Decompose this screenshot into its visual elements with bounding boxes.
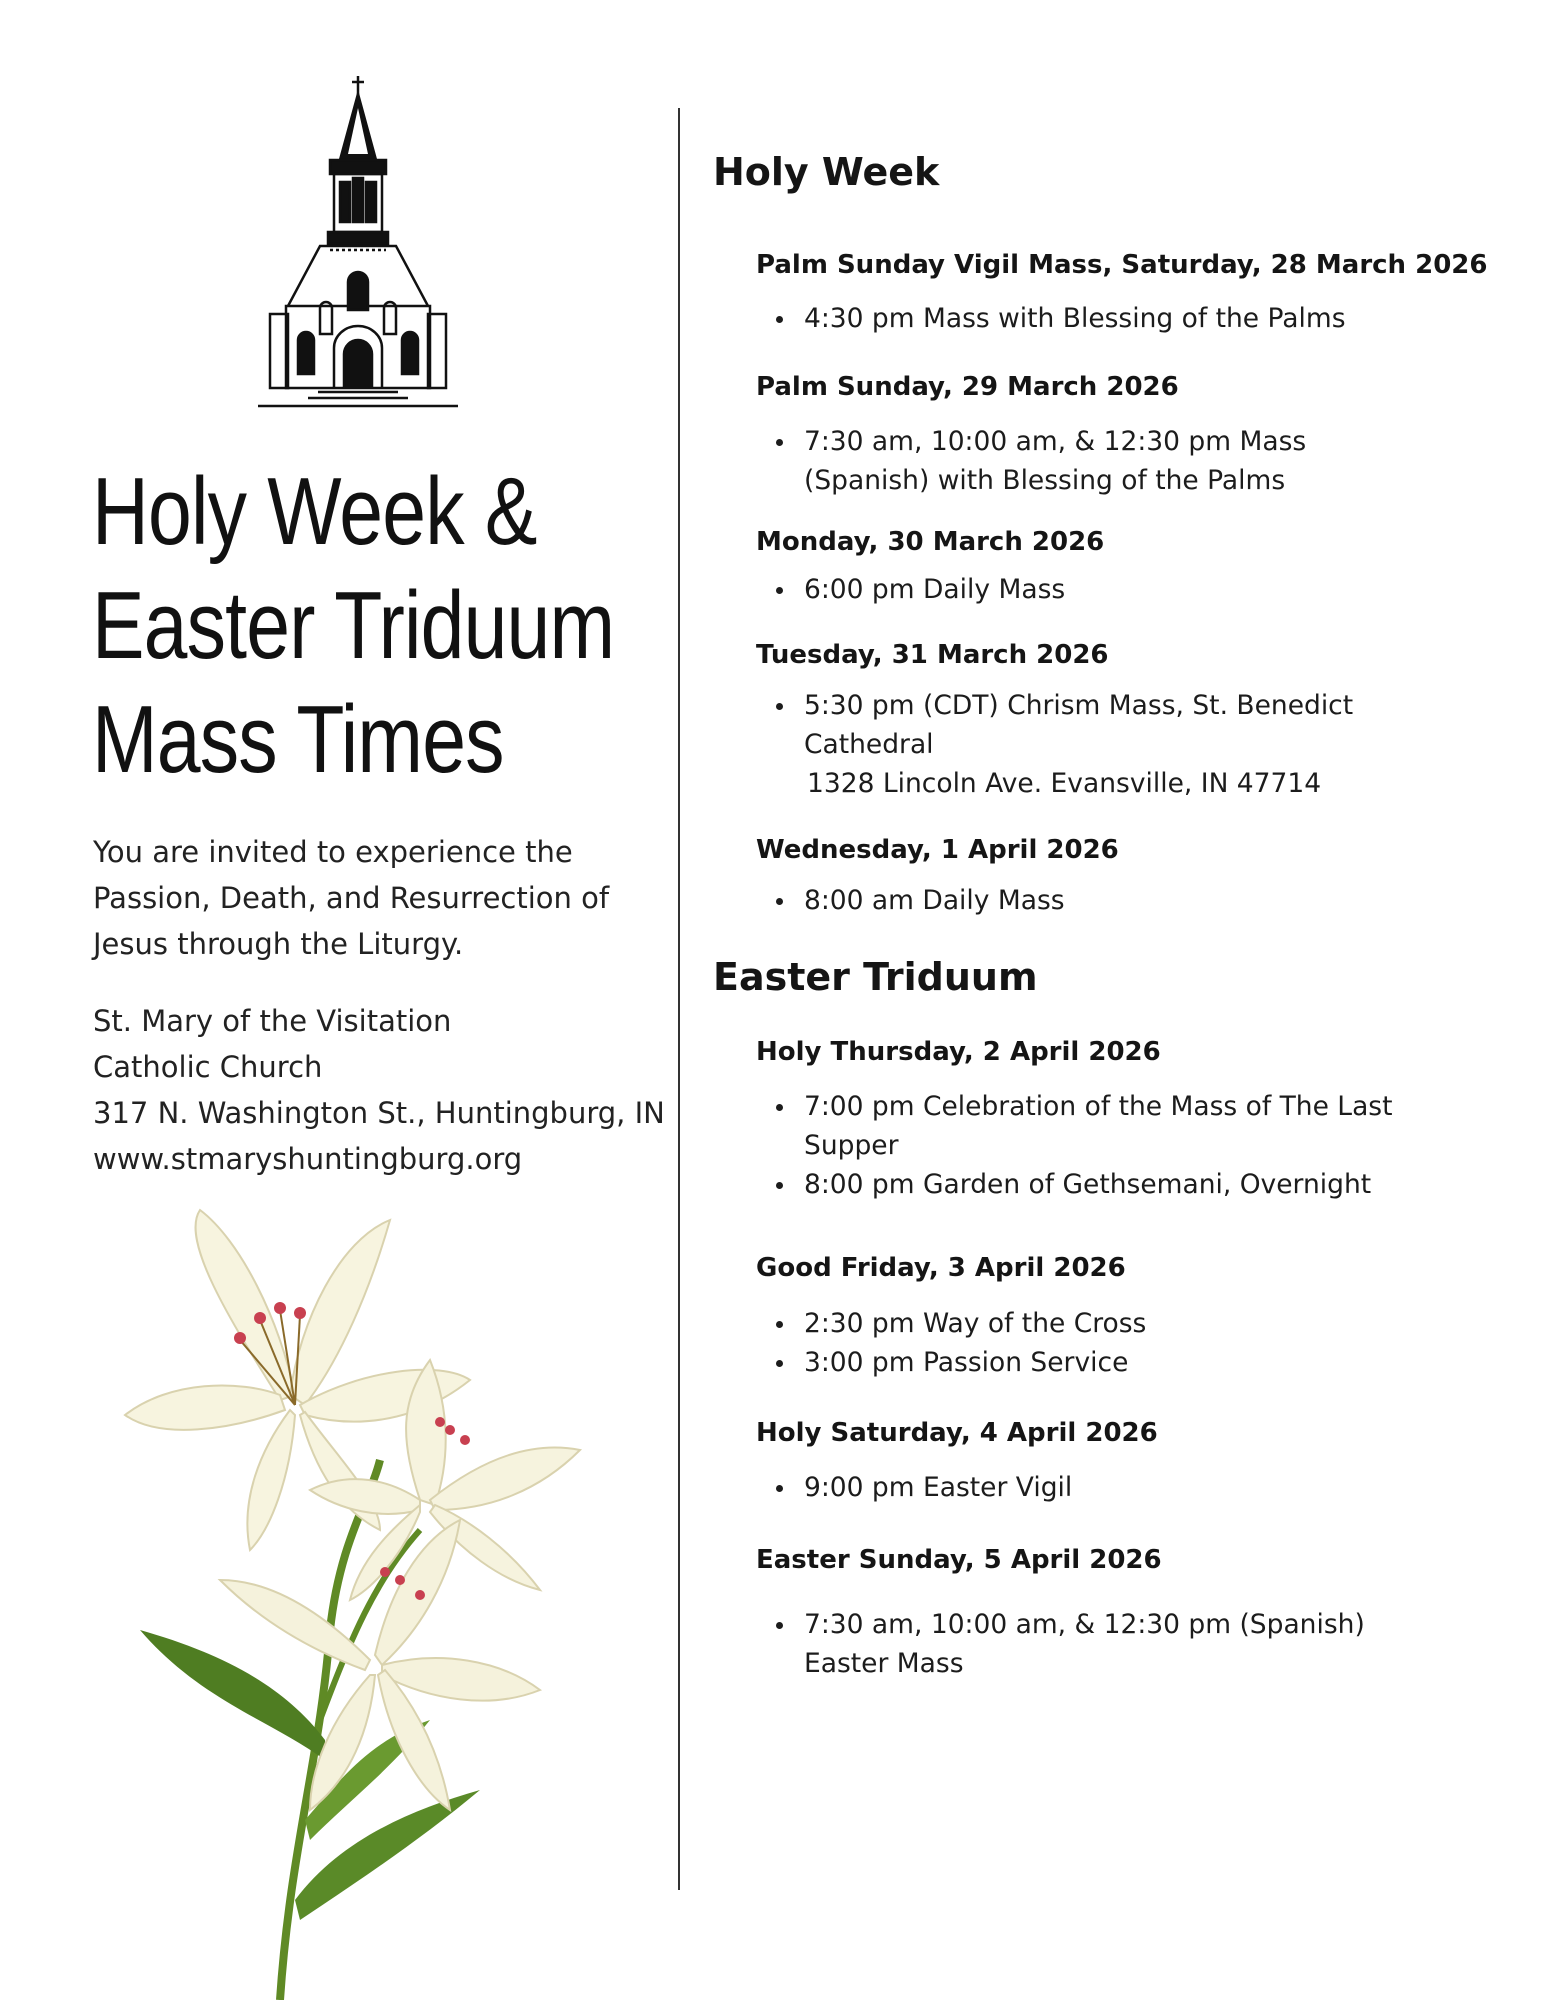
schedule-item: 2:30 pm Way of the Cross	[804, 1304, 1454, 1343]
lily-illustration	[120, 1200, 600, 2000]
schedule-item: 9:00 pm Easter Vigil	[804, 1468, 1454, 1507]
address-line-1: St. Mary of the Visitation	[93, 1004, 452, 1038]
day-heading: Holy Thursday, 2 April 2026	[756, 1037, 1161, 1067]
intro-text: You are invited to experience the Passion, Death, and Resurrection of Jesus through the Liturgy.	[93, 835, 610, 961]
church-illustration	[258, 74, 458, 410]
schedule-item: 7:00 pm Celebration of the Mass of The Last Supper	[804, 1087, 1404, 1165]
title-line-2: Easter Triduum	[92, 572, 615, 679]
triduum-heading: Easter Triduum	[713, 955, 1038, 999]
schedule-item: 8:00 pm Garden of Gethsemani, Overnight	[804, 1165, 1454, 1204]
cathedral-address: 1328 Lincoln Ave. Evansville, IN 47714	[807, 768, 1322, 799]
address-line-3: 317 N. Washington St., Huntingburg, IN	[93, 1096, 665, 1130]
holy-week-heading: Holy Week	[713, 150, 940, 194]
day-heading: Palm Sunday, 29 March 2026	[756, 372, 1179, 402]
website-link[interactable]: www.stmaryshuntingburg.org	[93, 1142, 523, 1176]
church-address	[93, 998, 665, 1182]
address-line-2: Catholic Church	[93, 1050, 323, 1084]
schedule-item: 6:00 pm Daily Mass	[804, 570, 1454, 609]
day-heading: Wednesday, 1 April 2026	[756, 835, 1119, 865]
schedule-item: 7:30 am, 10:00 am, & 12:30 pm (Spanish) Easter Mass	[804, 1605, 1434, 1683]
day-heading: Tuesday, 31 March 2026	[756, 640, 1109, 670]
schedule-item: 7:30 am, 10:00 am, & 12:30 pm Mass (Spanish) with Blessing of the Palms	[804, 422, 1424, 500]
day-heading: Palm Sunday Vigil Mass, Saturday, 28 March 2026	[756, 250, 1488, 280]
day-heading: Monday, 30 March 2026	[756, 527, 1105, 557]
day-heading: Holy Saturday, 4 April 2026	[756, 1418, 1158, 1448]
column-divider	[678, 108, 680, 1890]
title-line-1: Holy Week &	[92, 458, 537, 565]
page-title	[92, 455, 615, 797]
title-line-3: Mass Times	[92, 686, 504, 793]
day-heading: Easter Sunday, 5 April 2026	[756, 1545, 1162, 1575]
schedule-item: 4:30 pm Mass with Blessing of the Palms	[804, 299, 1454, 338]
day-heading: Good Friday, 3 April 2026	[756, 1253, 1126, 1283]
schedule-item: 8:00 am Daily Mass	[804, 881, 1454, 920]
schedule-item: 5:30 pm (CDT) Chrism Mass, St. Benedict Cathedral	[804, 686, 1364, 764]
schedule-item: 3:00 pm Passion Service	[804, 1343, 1454, 1382]
